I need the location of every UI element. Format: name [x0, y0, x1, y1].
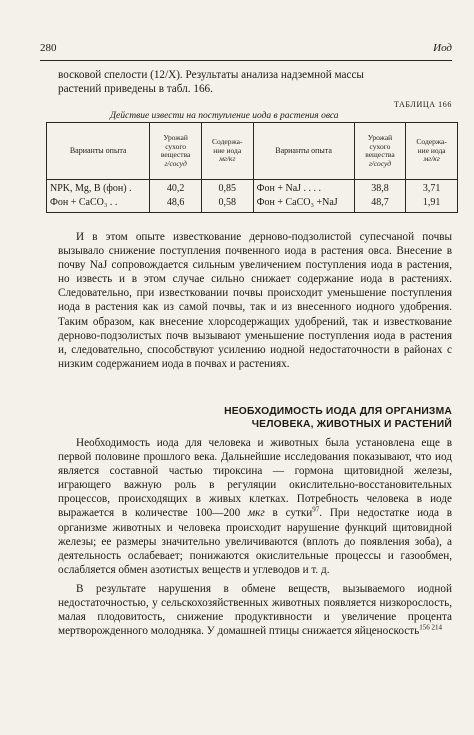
- paragraph-liming: И в этом опыте известкование дерново-подзолистой супесчаной почвы вызывало снижение поступления почвенного иода в растения овса. Внесение в почву NaJ сопровождается сильным увеличением поступления иода в растения, но известь и в этом случае сильно снижает содержание иода в растениях. Следовательно, при известковании почвы происходит уменьшение поступления иода в растения как из самой почвы, так и из внесенного иодного удобрения. Таким образом, как внесение хлорсодержащих удобрений, так и известкование дерново-подзолистых почв вызывают уменьшение поступления иода в растения и, следовательно, способствуют усилению иодной недостаточности в районах с низким содержанием иода в почвах и растениях.: [58, 231, 452, 370]
- data-table: [46, 122, 458, 213]
- col-variant-left: Варианты опыта: [47, 123, 150, 180]
- intro-line-2: растений приведены в табл. 166.: [58, 83, 213, 96]
- table-header-row: [47, 123, 458, 180]
- page-number: 280: [40, 42, 57, 54]
- footnote-ref: 97: [312, 505, 320, 514]
- iodine-cell-right: 3,71 1,91: [406, 180, 458, 213]
- paragraph-necessity: Необходимость иода для человека и животных была установлена еще в первой половине прошлого века. Дальнейшие исследования показывают, что иод является составной частью тироксина — гормона щитовидной железы, играющего важную роль в регуляции окислительно-восстановительных процессов, происходящих в живых клетках. Потребность человека в иоде выражается в количестве 100—200 мкг в сутки$^{97}$. При недостатке иода в организме животных и человека происходит нарушение функций щитовидной железы; ее размеры значительно увеличиваются (вплоть до появления зоба), а деятельность ослабевает; понижаются окислительные процессы и газообмен, ослабляется обмен азотистых веществ и углеводов и т. д.: [58, 437, 453, 576]
- col-iodine-right: Содержа- ние иода мг/кг: [406, 123, 458, 180]
- variant-cell-right: Фон + NaJ . . . . Фон + CaCO₃ +NaJ: [253, 180, 354, 213]
- yield-cell-right: 38,8 48,7: [354, 180, 406, 213]
- variant-cell-left: NPK, Mg, B (фон) . Фон + CaCO₃ . .: [47, 180, 150, 213]
- running-title: Иод: [433, 42, 452, 54]
- unit-mkg: мкг: [248, 507, 265, 520]
- page-header: [40, 42, 452, 58]
- intro-line-1: восковой спелости (12/X). Результаты анализа надземной массы: [58, 69, 364, 81]
- yield-cell-left: 40,2 48,6: [150, 180, 202, 213]
- paragraph-consequences: В результате нарушения в обмене веществ, вызываемого иодной недостаточностью, у сельскохозяйственных животных появляется низкорослость, малая плодовитость, снижение продуктивности и увеличение процента мертворожденного молодняка. У домашней птицы снижается яйценоскость$^{156 214}$: [58, 583, 452, 638]
- col-yield-right: Урожай сухого вещества г/сосуд: [354, 123, 406, 180]
- table-label: ТАБЛИЦА 166: [393, 100, 452, 109]
- iodine-cell-left: 0,85 0,58: [201, 180, 253, 213]
- header-rule: [40, 60, 452, 61]
- col-yield-left: Урожай сухого вещества г/сосуд: [150, 123, 202, 180]
- footnote-ref: 156 214: [419, 623, 442, 632]
- col-variant-right: Варианты опыта: [253, 123, 354, 180]
- intro-paragraph: [58, 68, 452, 96]
- col-iodine-left: Содержа- ние иода мг/кг: [201, 123, 253, 180]
- section-heading: НЕОБХОДИМОСТЬ ИОДА ДЛЯ ОРГАНИЗМА ЧЕЛОВЕКА, ЖИВОТНЫХ И РАСТЕНИЙ: [224, 406, 452, 430]
- table-caption: Действие извести на поступление иода в растения овса: [110, 111, 339, 121]
- table-body-row: [47, 180, 458, 213]
